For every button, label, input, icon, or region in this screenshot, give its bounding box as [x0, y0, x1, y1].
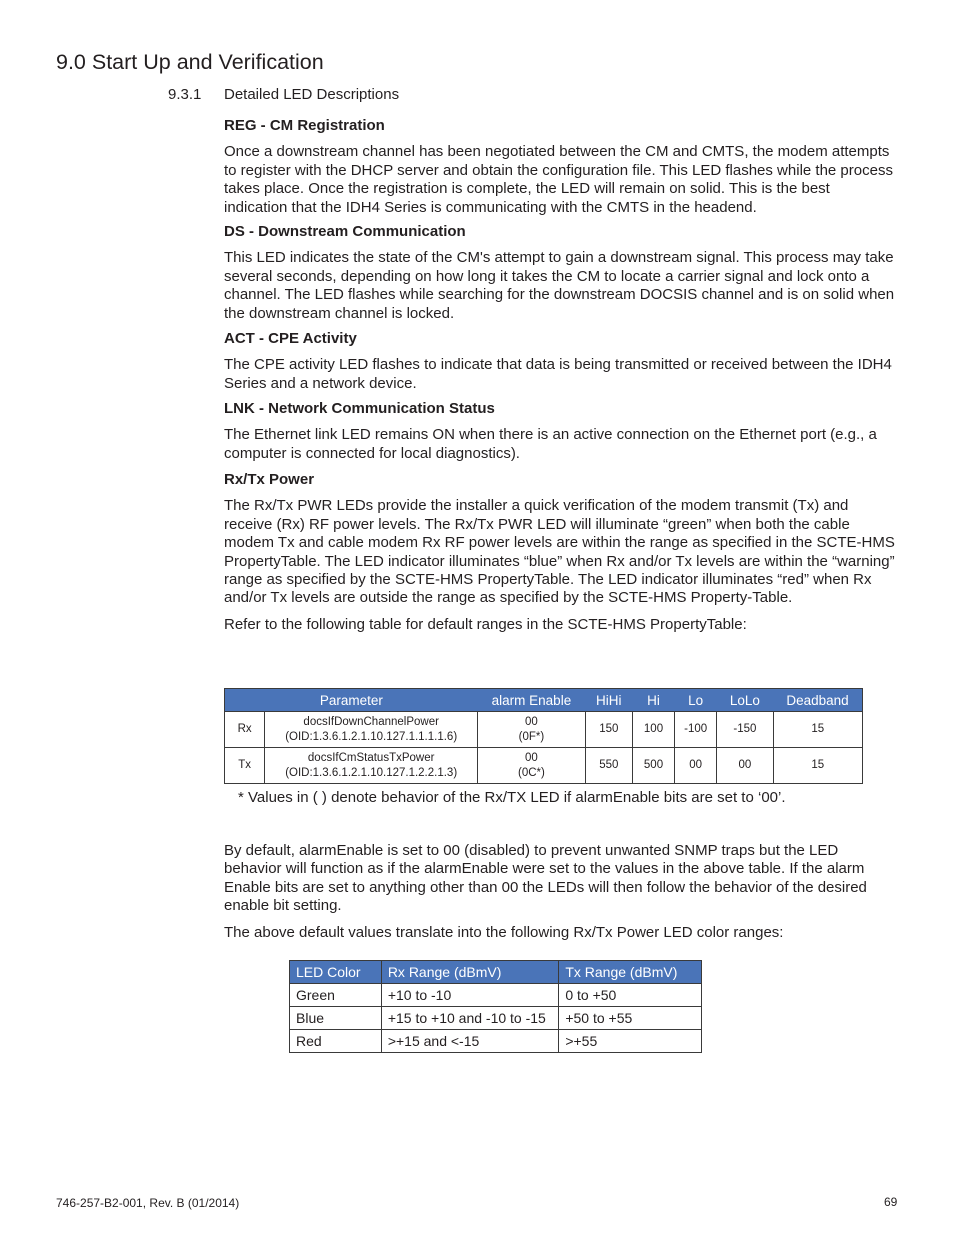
led-color-cell: Blue [290, 1007, 382, 1030]
alarm-enable-default: (0C*) [518, 766, 545, 779]
lnk-paragraph: The Ethernet link LED remains ON when there is an active connection on the Ethernet port (e.g., a computer is connected for local diagnostics). [224, 426, 877, 462]
rx-range-cell: >+15 and <-15 [381, 1030, 559, 1053]
alarm-enable-default: (0F*) [518, 730, 545, 743]
rxtx-paragraph: The Rx/Tx PWR LEDs provide the installer a quick verification of the modem transmit (Tx) and receive (Rx) RF power levels. The Rx/Tx PWR LED will illuminate “green” when both the cable modem Tx and cable modem Rx RF power levels are within the range as specified in the SCTE-HMS PropertyTable. The LED indicator illuminates “blue” when Rx and/or Tx levels are within the “warning” range as specified by the SCTE-HMS PropertyTable. The LED indicator illuminates “red” when Rx and/or Tx levels are outside the range as specified by the SCTE-HMS Property-Table. [224, 497, 895, 607]
hihi-cell: 150 [585, 712, 632, 748]
color-range-intro: The above default values translate into the following Rx/Tx Power LED color ranges: [224, 923, 784, 941]
table-row [290, 1030, 702, 1053]
tx-range-cell: +50 to +55 [559, 1007, 702, 1030]
col-header-parameter: Parameter [225, 689, 478, 712]
table-row [225, 712, 863, 748]
col-header-hihi: HiHi [585, 689, 632, 712]
col-header-alarm-enable: alarm Enable [478, 689, 586, 712]
rx-range-cell: +15 to +10 and -10 to -15 [381, 1007, 559, 1030]
row-label: Tx [225, 748, 265, 784]
lnk-heading: LNK - Network Communication Status [224, 400, 495, 417]
rxtx-heading: Rx/Tx Power [224, 471, 315, 488]
row-label: Rx [225, 712, 265, 748]
deadband-cell: 15 [773, 748, 862, 784]
col-header-lo: Lo [675, 689, 717, 712]
col-header-hi: Hi [632, 689, 674, 712]
refer-paragraph: Refer to the following table for default ranges in the SCTE-HMS PropertyTable: [224, 615, 747, 633]
led-color-cell: Red [290, 1030, 382, 1053]
lolo-cell: -150 [717, 712, 773, 748]
document-id: 746-257-B2-001, Rev. B (01/2014) [56, 1196, 240, 1210]
table-header-row [225, 689, 863, 712]
act-paragraph: The CPE activity LED flashes to indicate that data is being transmitted or received between the IDH4 Series and a network device. [224, 356, 892, 392]
table-footnote: * Values in ( ) denote behavior of the Rx/TX LED if alarmEnable bits are set to ‘00’. [238, 789, 786, 806]
col-header-led-color: LED Color [290, 961, 382, 984]
section-number: 9.3.1 [168, 86, 202, 103]
alarm-enable-value: 00 [525, 751, 538, 764]
rxtx-block [224, 471, 896, 634]
lolo-cell: 00 [717, 748, 773, 784]
rx-range-cell: +10 to -10 [381, 984, 559, 1007]
lo-cell: 00 [675, 748, 717, 784]
col-header-rx-range: Rx Range (dBmV) [381, 961, 559, 984]
tx-range-cell: 0 to +50 [559, 984, 702, 1007]
ds-block [224, 223, 896, 323]
alarm-enable-cell [478, 712, 586, 748]
table-header-row [290, 961, 702, 984]
parameter-oid: (OID:1.3.6.1.2.1.10.127.1.2.2.1.3) [285, 766, 458, 779]
led-color-cell: Green [290, 984, 382, 1007]
parameter-name: docsIfCmStatusTxPower [307, 751, 435, 764]
lo-cell: -100 [675, 712, 717, 748]
col-header-deadband: Deadband [773, 689, 862, 712]
table-row [225, 748, 863, 784]
act-heading: ACT - CPE Activity [224, 330, 357, 347]
table-row [290, 984, 702, 1007]
table-row [290, 1007, 702, 1030]
page-number: 69 [884, 1195, 898, 1209]
parameter-name: docsIfDownChannelPower [303, 715, 439, 728]
lnk-block [224, 400, 896, 463]
page-title: 9.0 Start Up and Verification [56, 50, 324, 74]
led-color-range-table [289, 960, 702, 1053]
section-title: Detailed LED Descriptions [224, 86, 400, 103]
hihi-cell: 550 [585, 748, 632, 784]
reg-heading: REG - CM Registration [224, 117, 385, 134]
hi-cell: 100 [632, 712, 674, 748]
parameter-cell [265, 748, 478, 784]
after-table-block [224, 842, 896, 942]
reg-paragraph: Once a downstream channel has been negotiated between the CM and CMTS, the modem attempts to register with the DHCP server and obtain the configuration file. This LED flashes while the process takes place. Once the registration is complete, the LED will remain on solid. This is the best indication that the IDH4 Series is communicating with the CMTS in the headend. [224, 143, 893, 216]
alarm-enable-cell [478, 748, 586, 784]
alarm-parameter-table [224, 688, 863, 784]
ds-heading: DS - Downstream Communication [224, 223, 466, 240]
alarm-enable-paragraph: By default, alarmEnable is set to 00 (disabled) to prevent unwanted SNMP traps but the LED behavior will function as if the alarmEnable were set to the values in the above table. If the alarm Enable bits are set to anything other than 00 the LEDs will then follow the behavior of the desired enable bit setting. [224, 842, 867, 915]
reg-block [224, 117, 896, 217]
col-header-tx-range: Tx Range (dBmV) [559, 961, 702, 984]
act-block [224, 330, 896, 393]
deadband-cell: 15 [773, 712, 862, 748]
col-header-lolo: LoLo [717, 689, 773, 712]
alarm-enable-value: 00 [525, 715, 538, 728]
tx-range-cell: >+55 [559, 1030, 702, 1053]
parameter-cell [265, 712, 478, 748]
parameter-oid: (OID:1.3.6.1.2.1.10.127.1.1.1.1.6) [285, 730, 458, 743]
ds-paragraph: This LED indicates the state of the CM's attempt to gain a downstream signal. This process may take several seconds, depending on how long it takes the CM to locate a carrier signal and lock onto a channel. The LED flashes while searching for the downstream DOCSIS channel and is on solid when the downstream channel is locked. [224, 249, 895, 322]
hi-cell: 500 [632, 748, 674, 784]
